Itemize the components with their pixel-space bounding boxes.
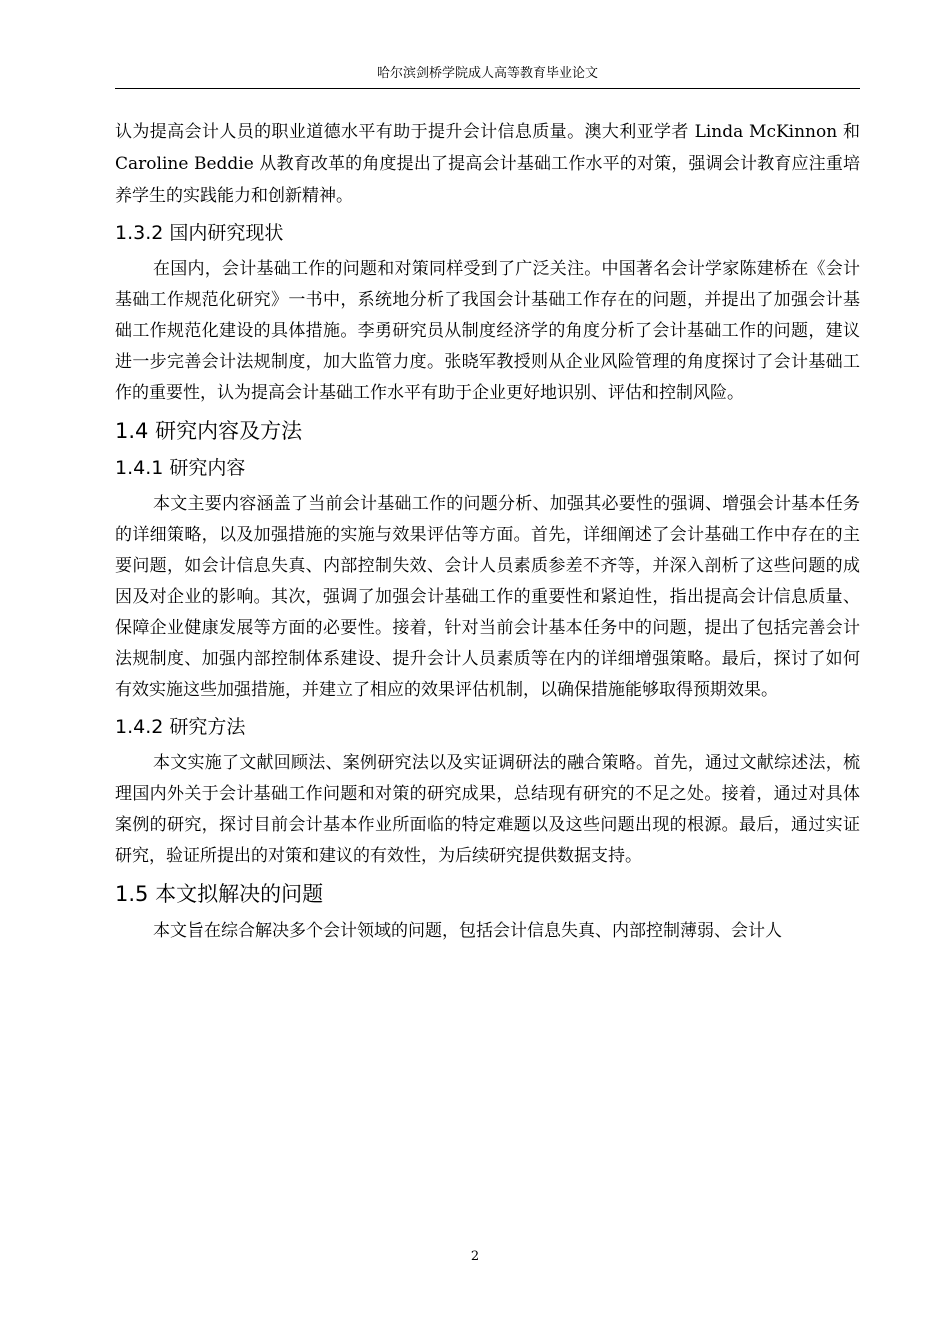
paragraph-domestic-research: 在国内，会计基础工作的问题和对策同样受到了广泛关注。中国著名会计学家陈建桥在《会计基础工作规范化研究》一书中，系统地分析了我国会计基础工作存在的问题，并提出了加强会计基础工作规范化建设的具体措施。李勇研究员从制度经济学的角度分析了会计基础工作的问题，建议进一步完善会计法规制度，加大监管力度。张晓军教授则从企业风险管理的角度探讨了会计基础工作的重要性，认为提高会计基础工作水平有助于企业更好地识别、评估和控制风险。 — [115, 259, 860, 403]
heading-1-4: 1.4 研究内容及方法 — [115, 419, 303, 443]
paragraph-problems-to-solve: 本文旨在综合解决多个会计领域的问题，包括会计信息失真、内部控制薄弱、会计人 — [153, 921, 782, 941]
heading-1-5: 1.5 本文拟解决的问题 — [115, 882, 324, 906]
header-divider — [115, 88, 860, 89]
heading-1-4-2: 1.4.2 研究方法 — [115, 716, 246, 738]
heading-1-4-1: 1.4.1 研究内容 — [115, 457, 246, 479]
page-body — [115, 116, 860, 947]
paragraph-research-method: 本文实施了文献回顾法、案例研究法以及实证调研法的融合策略。首先，通过文献综述法，梳理国内外关于会计基础工作问题和对策的研究成果，总结现有研究的不足之处。接着，通过对具体案例的研究，探讨目前会计基本作业所面临的特定难题以及这些问题出现的根源。最后，通过实证研究，验证所提出的对策和建议的有效性，为后续研究提供数据支持。 — [115, 753, 860, 866]
paragraph-research-content: 本文主要内容涵盖了当前会计基础工作的问题分析、加强其必要性的强调、增强会计基本任务的详细策略，以及加强措施的实施与效果评估等方面。首先，详细阐述了会计基础工作中存在的主要问题，如会计信息失真、内部控制失效、会计人员素质参差不齐等，并深入剖析了这些问题的成因及对企业的影响。其次，强调了加强会计基础工作的重要性和紧迫性，指出提高会计信息质量、保障企业健康发展等方面的必要性。接着，针对当前会计基本任务中的问题，提出了包括完善会计法规制度、加强内部控制体系建设、提升会计人员素质等在内的详细增强策略。最后，探讨了如何有效实施这些加强措施，并建立了相应的效果评估机制，以确保措施能够取得预期效果。 — [115, 494, 860, 700]
page-number: 2 — [470, 1249, 480, 1264]
intro-paragraph: 认为提高会计人员的职业道德水平有助于提升会计信息质量。澳大利亚学者 Linda McKinnon 和 Caroline Beddie 从教育改革的角度提出了提高会计基础工作水平的对策，强调会计教育应注重培养学生的实践能力和创新精神。 — [115, 122, 860, 206]
running-header: 哈尔滨剑桥学院成人高等教育毕业论文 — [376, 66, 598, 81]
heading-1-3-2: 1.3.2 国内研究现状 — [115, 222, 284, 244]
